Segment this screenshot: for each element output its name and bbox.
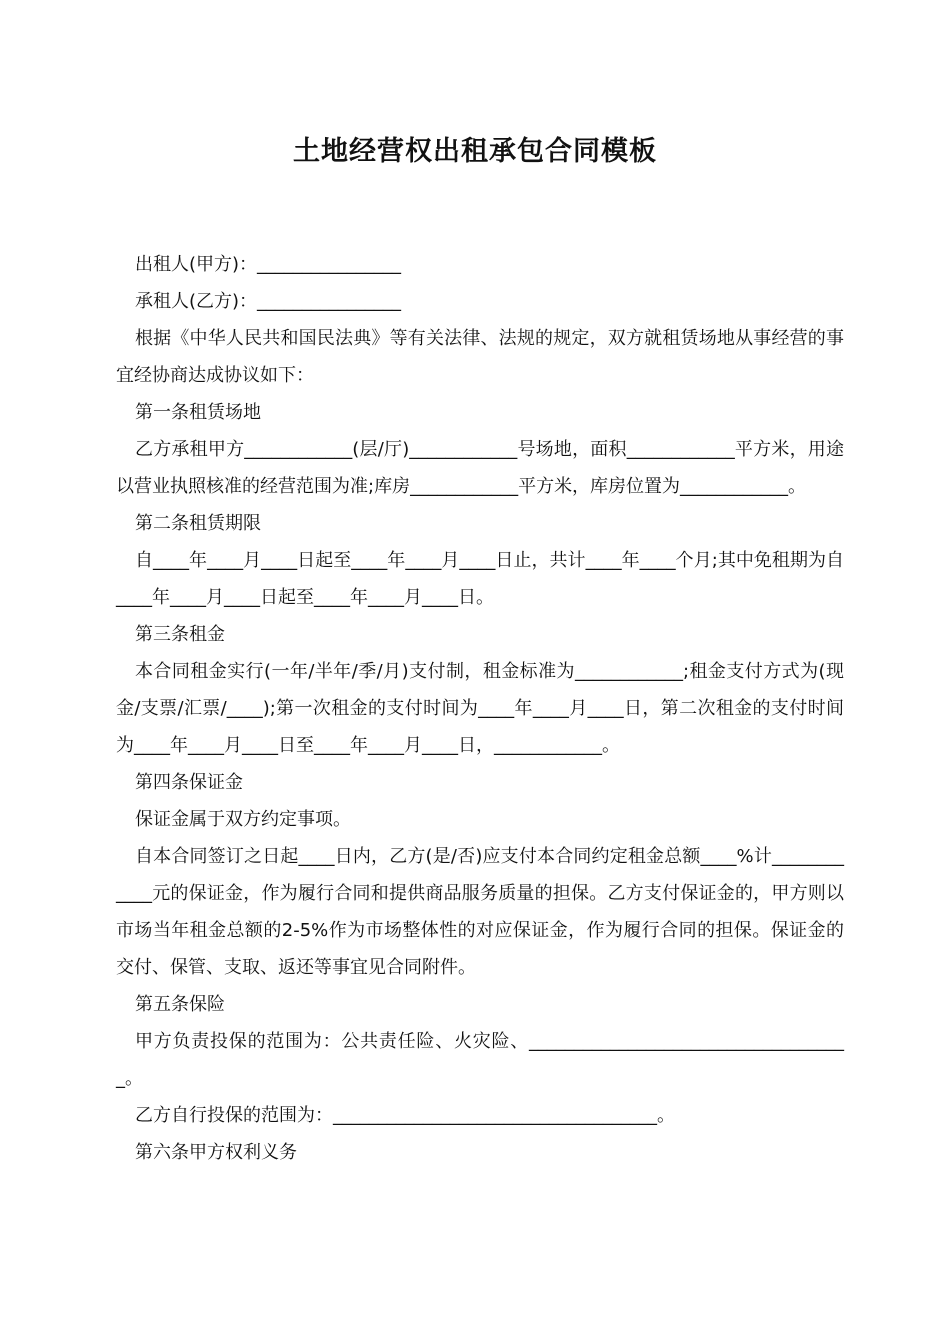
document-title: 土地经营权出租承包合同模板	[293, 136, 657, 167]
article-3-body: 本合同租金实行(一年/半年/季/月)支付制，租金标准为____________;租金支付方式为(现金/支票/汇票/____);第一次租金的支付时间为____年____月____日，第二次租金的支付时间为____年____月____日至____年____月____日，____________。	[116, 661, 844, 756]
article-2-heading: 第二条租赁期限	[135, 513, 261, 534]
article-4-heading: 第四条保证金	[135, 772, 243, 793]
article-1-body: 乙方承租甲方____________(层/厅)____________号场地，面积____________平方米，用途以营业执照核准的经营范围为准;库房____________平方米，库房位置为____________。	[116, 439, 844, 497]
article-5-heading: 第五条保险	[135, 994, 225, 1015]
article-5-lessee-insurance: 乙方自行投保的范围为：____________________________________。	[135, 1105, 675, 1126]
preamble-paragraph: 根据《中华人民共和国民法典》等有关法律、法规的规定，双方就租赁场地从事经营的事宜经协商达成协议如下：	[116, 328, 844, 386]
article-1-heading: 第一条租赁场地	[135, 402, 261, 423]
article-4-intro: 保证金属于双方约定事项。	[135, 809, 351, 830]
article-6-heading: 第六条甲方权利义务	[135, 1142, 297, 1163]
lessor-line: 出租人(甲方)：________________	[135, 254, 402, 275]
article-5-lessor-insurance: 甲方负责投保的范围为：公共责任险、火灾险、____________________________________。	[116, 1031, 844, 1089]
article-4-body: 自本合同签订之日起____日内，乙方(是/否)应支付本合同约定租金总额____%计____________元的保证金，作为履行合同和提供商品服务质量的担保。乙方支付保证金的，甲方则以市场当年租金总额的2-5%作为市场整体性的对应保证金，作为履行合同的担保。保证金的交付、保管、支取、返还等事宜见合同附件。	[116, 846, 844, 978]
lessee-line: 承租人(乙方)：________________	[135, 291, 402, 312]
article-2-body: 自____年____月____日起至____年____月____日止，共计____年____个月;其中免租期为自____年____月____日起至____年____月____日。	[116, 550, 844, 608]
article-3-heading: 第三条租金	[135, 624, 225, 645]
document-body	[116, 246, 844, 1171]
